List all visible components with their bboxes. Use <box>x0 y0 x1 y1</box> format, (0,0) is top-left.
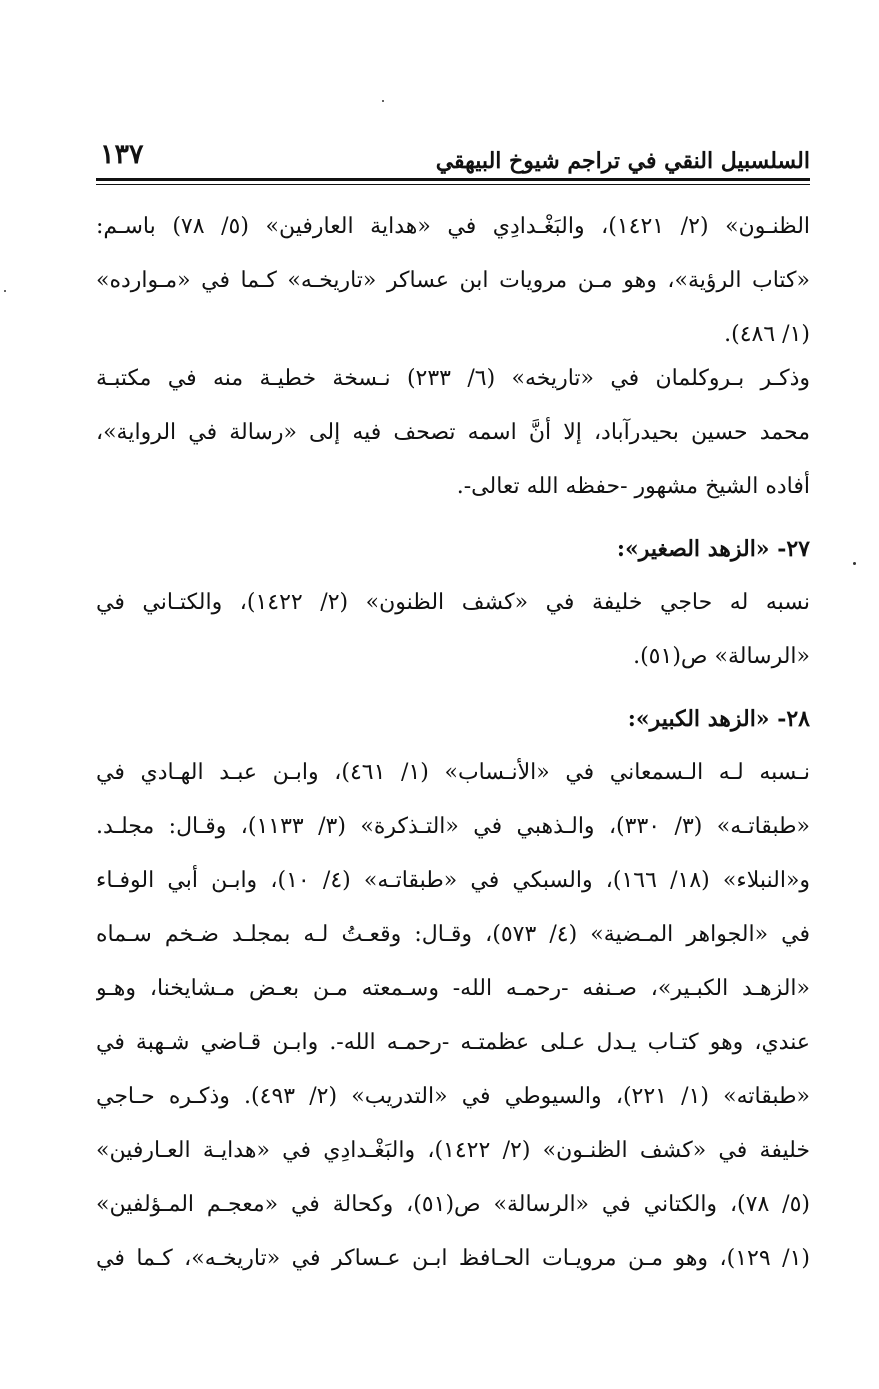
text-line: «الرسالة» ص(٥١). <box>633 644 810 669</box>
section-28 <box>96 692 810 1286</box>
text-line: وذكـر بـروكلمان في «تاريخه» (٦/ ٢٣٣) نـسخة خطيـة منه في مكتبـة <box>96 366 810 391</box>
text-line: عندي، وهو كتـاب يـدل عـلى عظمتـه -رحمـه الله-. وابـن قـاضي شـهبة في <box>96 1030 810 1055</box>
page-number: ١٣٧ <box>100 139 144 170</box>
text-line: (١/ ١٢٩)، وهو مـن مرويـات الحـافظ ابـن عـساكر في «تاريخـه»، كـما في <box>96 1246 810 1271</box>
section-heading: ٢٧- «الزهد الصغير»: <box>616 536 810 562</box>
scan-speck <box>382 100 384 102</box>
text-line: في «الجواهر المـضية» (٤/ ٥٧٣)، وقـال: وقعـتُ لـه بمجلـد ضـخم سـماه <box>96 922 810 947</box>
text-line: (٥/ ٧٨)، والكتاني في «الرسالة» ص(٥١)، وكحالة في «معجـم المـؤلفين» <box>96 1192 810 1217</box>
text-line: (١/ ٤٨٦). <box>724 322 810 347</box>
paragraph-2 <box>96 352 810 514</box>
text-line: «طبقاته» (١/ ٢٢١)، والسيوطي في «التدريب» (٢/ ٤٩٣). وذكـره حـاجي <box>96 1084 810 1109</box>
section-heading: ٢٨- «الزهد الكبير»: <box>627 706 810 732</box>
text-line: نسبه له حاجي خليفة في «كشف الظنون» (٢/ ١٤٢٢)، والكتـاني في <box>96 590 810 615</box>
text-line: «طبقاتـه» (٣/ ٣٣٠)، والـذهبي في «التـذكرة» (٣/ ١١٣٣)، وقـال: مجلـد. <box>96 814 810 839</box>
text-line: «كتاب الرؤية»، وهو مـن مرويات ابن عساكر «تاريخـه» كـما في «مـوارده» <box>96 268 810 293</box>
page-header <box>96 136 810 176</box>
text-line: أفاده الشيخ مشهور -حفظه الله تعالى-. <box>456 474 810 499</box>
running-title: السلسبيل النقي في تراجم شيوخ البيهقي <box>435 148 810 174</box>
paragraph-1 <box>96 200 810 362</box>
header-rule-thin <box>96 184 810 185</box>
section-27 <box>96 522 810 684</box>
header-rule <box>96 178 810 181</box>
scan-speck <box>853 562 856 565</box>
text-line: الظنـون» (٢/ ١٤٢١)، والبَغْـدادِي في «هداية العارفين» (٥/ ٧٨) باسـم: <box>96 214 810 239</box>
text-line: و«النبلاء» (١٨/ ١٦٦)، والسبكي في «طبقاتـه» (٤/ ١٠)، وابـن أبي الوفـاء <box>96 868 810 893</box>
text-line: خليفة في «كشف الظنـون» (٢/ ١٤٢٢)، والبَغْـدادِي في «هدايـة العـارفين» <box>96 1138 810 1163</box>
text-line: محمد حسين بحيدرآباد، إلا أنَّ اسمه تصحف فيه إلى «رسالة في الرواية»، <box>96 420 810 445</box>
text-line: «الزهـد الكبـير»، صـنفه -رحمـه الله- وسـمعته مـن بعـض مـشايخنا، وهـو <box>96 976 810 1001</box>
scan-speck <box>4 290 6 292</box>
text-line: نـسبه لـه الـسمعاني في «الأنـساب» (١/ ٤٦١)، وابـن عبـد الهـادي في <box>96 760 810 785</box>
